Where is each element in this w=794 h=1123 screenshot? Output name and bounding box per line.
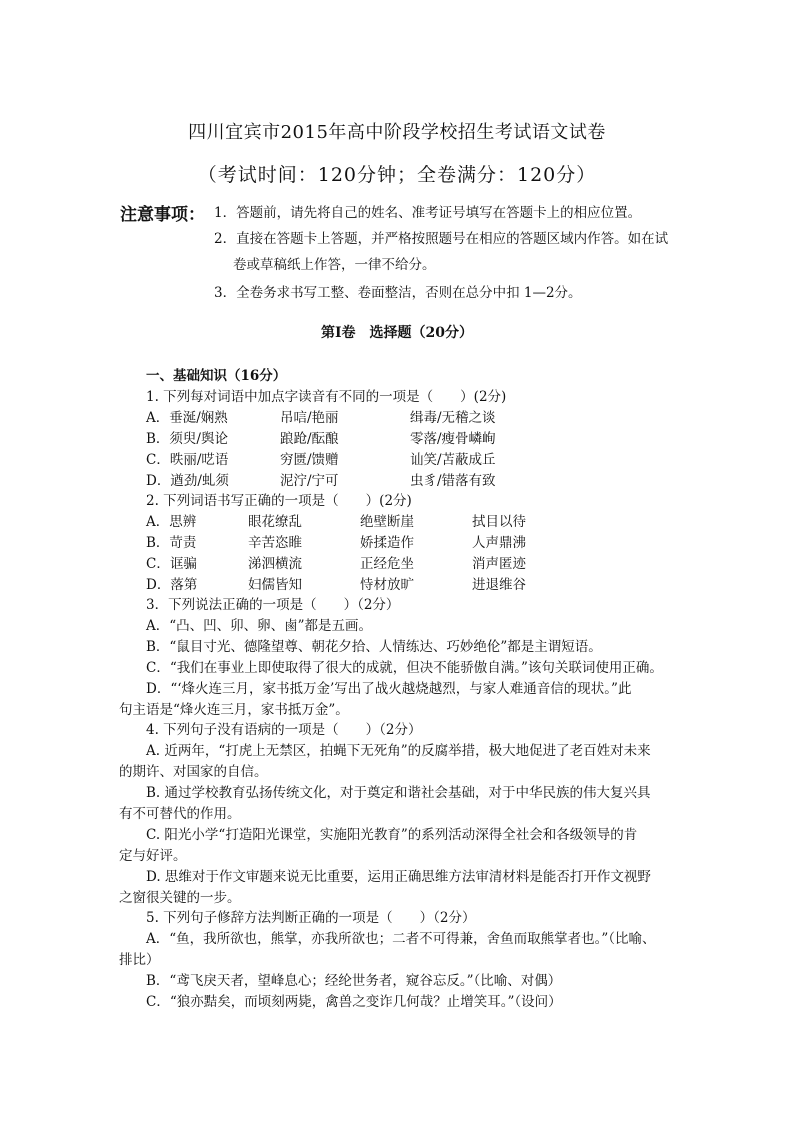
- option-line: C．“我们在事业上即使取得了很大的成就，但决不能骄傲自满。”该句关联词使用正确。: [146, 660, 663, 676]
- option-line: 的期许、对国家的自信。: [119, 764, 268, 780]
- option-line: 有不可替代的作用。: [119, 806, 241, 822]
- option-text: 踉跄/酝酿: [280, 431, 339, 447]
- option-text: A．思辨: [146, 514, 197, 530]
- option-text: 眼花缭乱: [248, 514, 302, 530]
- exam-title: 四川宜宾市2015年高中阶段学校招生考试语文试卷: [188, 122, 606, 143]
- question-stem: 1. 下列每对词语中加点字读音有不同的一项是（ ）(2分): [146, 389, 507, 405]
- option-line: 排比）: [119, 952, 160, 968]
- option-line: C. 阳光小学“打造阳光课堂，实施阳光教育”的系列活动深得全社会和各级领导的肯: [146, 827, 638, 843]
- part-heading: 一、基础知识（16分）: [146, 368, 287, 384]
- option-line: 定与好评。: [119, 848, 187, 864]
- option-text: 娇揉造作: [360, 535, 414, 551]
- option-text: 缉毒/无稽之谈: [410, 410, 496, 426]
- option-text: B．须臾/舆论: [146, 431, 228, 447]
- option-line: D. 思维对于作文审题来说无比重要，运用正确思维方法审清材料是能否打开作文视野: [146, 869, 651, 885]
- option-text: 恃材放旷: [360, 577, 414, 593]
- option-line: B．“鸢飞戾天者，望峰息心；经纶世务者，窥谷忘反。”（比喻、对偶）: [146, 973, 562, 989]
- option-line: 之窗很关键的一步。: [119, 890, 241, 906]
- option-text: 拭目以待: [472, 514, 526, 530]
- option-text: D．遒劲/虬须: [146, 473, 229, 489]
- option-text: 消声匿迹: [472, 556, 526, 572]
- notice-item: 2．直接在答题卡上答题，并严格按照题号在相应的答题区域内作答。如在试: [214, 231, 669, 247]
- option-line: 句主语是“烽火连三月，家书抵万金”。: [119, 702, 349, 718]
- option-line: A．“鱼，我所欲也，熊掌，亦我所欲也；二者不可得兼，舍鱼而取熊掌者也。”（比喻、: [146, 931, 656, 947]
- question-stem: 4. 下列句子没有语病的一项是（ ）（2分）: [146, 722, 422, 738]
- option-line: A．“凸、凹、卯、卵、鹵”都是五画。: [146, 618, 373, 634]
- option-line: B．“鼠目寸光、德隆望尊、朝花夕拾、人情练达、巧妙绝伦”都是主谓短语。: [146, 639, 602, 655]
- option-text: 妇儒皆知: [248, 577, 302, 593]
- exam-subtitle: （考试时间：120分钟；全卷满分：120分）: [197, 164, 597, 186]
- option-text: 进退维谷: [472, 577, 526, 593]
- option-text: 人声鼎沸: [472, 535, 526, 551]
- option-text: 讪笑/苫蔽成丘: [410, 452, 496, 468]
- option-text: 泥泞/宁可: [280, 473, 339, 489]
- option-text: 辛苦恣睢: [248, 535, 302, 551]
- question-stem: 3．下列说法正确的一项是（ ）（2分）: [146, 597, 400, 613]
- option-text: B．苛责: [146, 535, 197, 551]
- notice-item: 卷或草稿纸上作答，一律不给分。: [233, 257, 436, 273]
- option-text: D．落第: [146, 577, 198, 593]
- option-text: 吊唁/艳丽: [280, 410, 339, 426]
- option-line: C．“狼亦黠矣，而顷刻两毙，禽兽之变诈几何哉？止增笑耳。”（设问）: [146, 994, 562, 1010]
- section-title: 第Ⅰ卷 选择题（20分）: [320, 325, 474, 341]
- option-text: 零落/瘦骨嶙峋: [410, 431, 496, 447]
- option-text: A．垂涎/娴熟: [146, 410, 228, 426]
- option-text: C．昳丽/呓语: [146, 452, 229, 468]
- notice-item: 1．答题前，请先将自己的姓名、准考证号填写在答题卡上的相应位置。: [214, 205, 642, 221]
- option-line: A. 近两年，“打虎上无禁区，拍蝇下无死角”的反腐举措，极大地促进了老百姓对未来: [146, 743, 651, 759]
- option-text: C．诓骗: [146, 556, 197, 572]
- question-stem: 2. 下列词语书写正确的一项是（ ）(2分): [146, 493, 412, 509]
- option-text: 绝壁断崖: [360, 514, 414, 530]
- question-stem: 5. 下列句子修辞方法判断正确的一项是（ ）（2分）: [146, 910, 476, 926]
- option-line: D．“‘烽火连三月，家书抵万金’写出了战火越烧越烈，与家人难通音信的现状。”此: [146, 681, 632, 697]
- option-text: 虫豸/错落有致: [410, 473, 496, 489]
- option-text: 穷匮/馈赠: [280, 452, 339, 468]
- notice-item: 3．全卷务求书写工整、卷面整洁，否则在总分中扣 1—2分。: [214, 285, 582, 301]
- option-line: B. 通过学校教育弘扬传统文化，对于奠定和谐社会基础，对于中华民族的伟大复兴具: [146, 785, 651, 801]
- option-text: 涕泗横流: [248, 556, 302, 572]
- notice-label: 注意事项：: [120, 205, 205, 225]
- option-text: 正经危坐: [360, 556, 414, 572]
